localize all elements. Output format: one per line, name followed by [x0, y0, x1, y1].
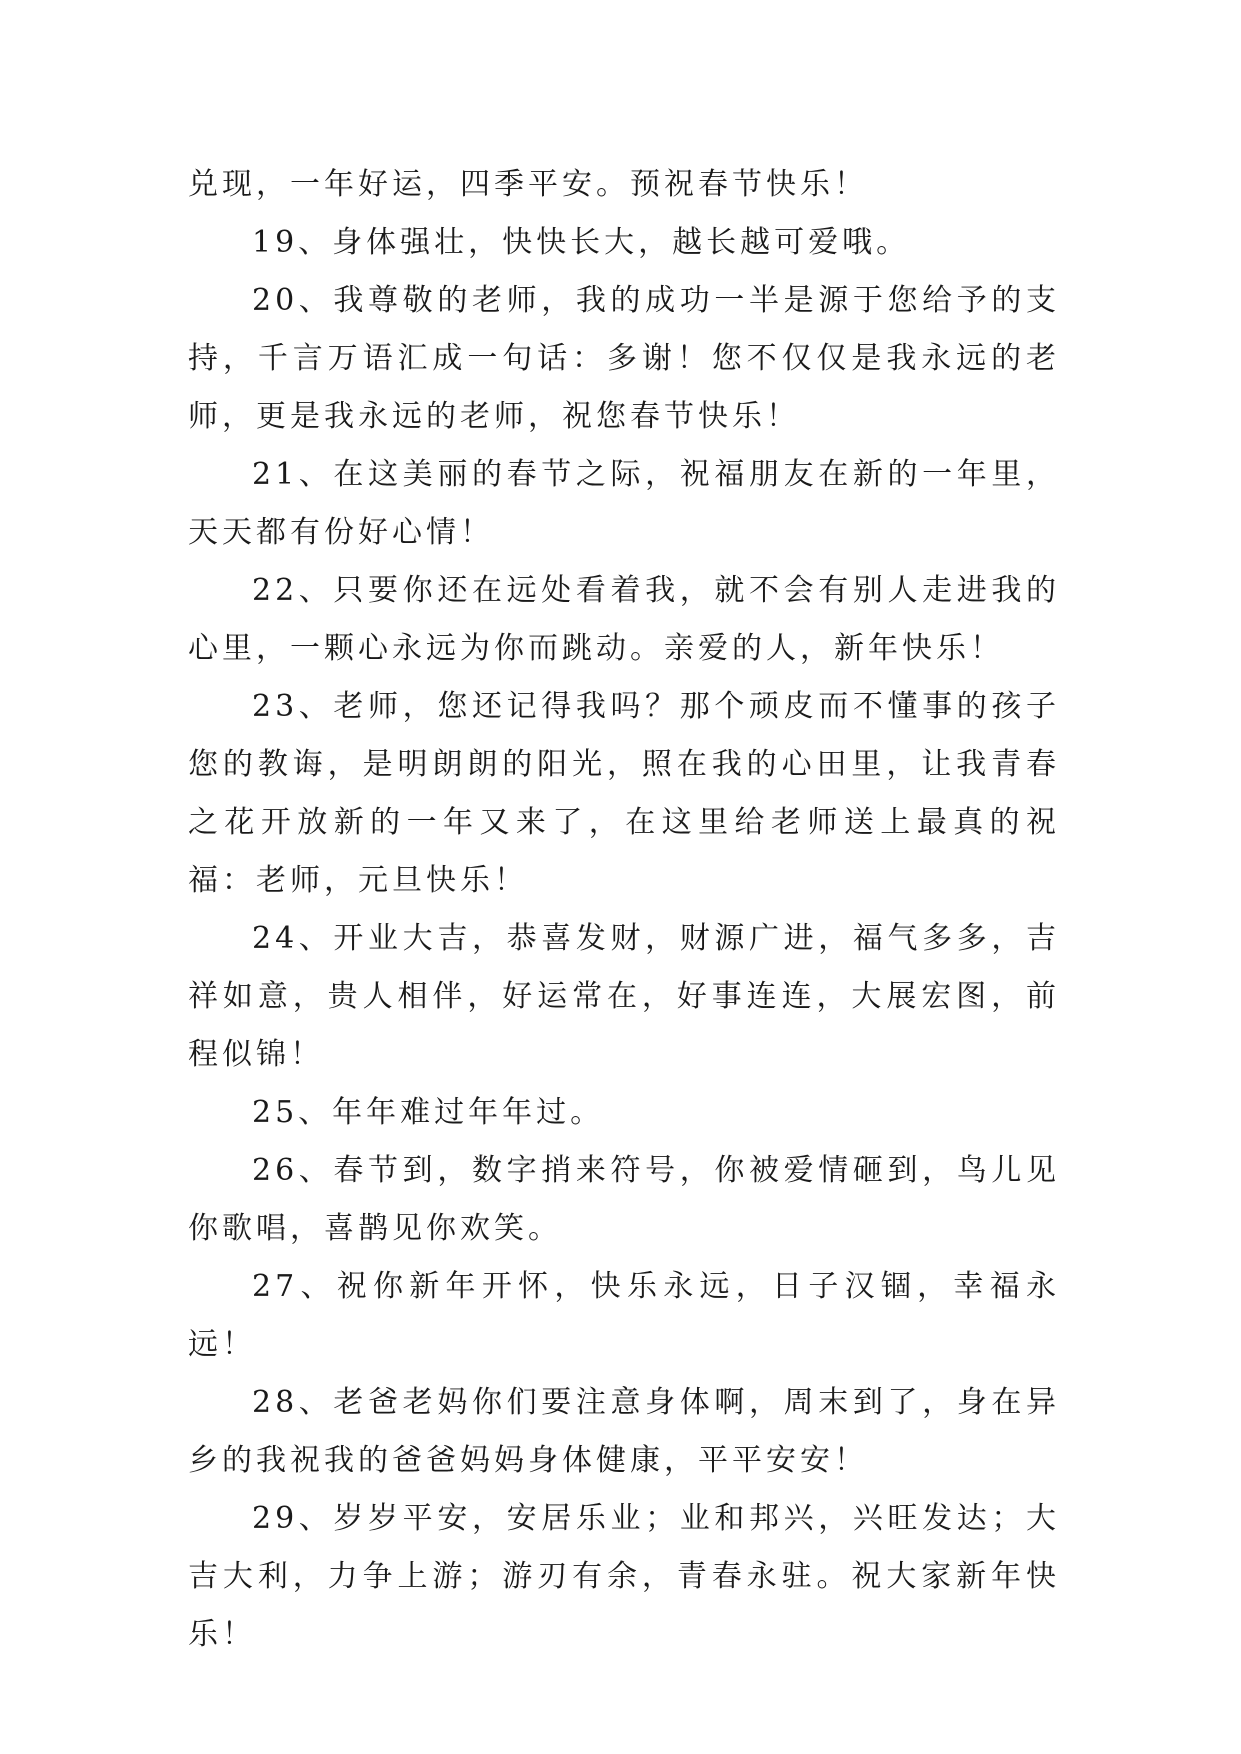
paragraph-24: 24、开业大吉，恭喜发财，财源广进，福气多多，吉祥如意，贵人相伴，好运常在，好事连连，大展宏图，前程似锦！ [188, 921, 1060, 1072]
paragraph-27: 27、祝你新年开怀，快乐永远，日子汉锢，幸福永远！ [188, 1269, 1060, 1362]
paragraph-19: 19、身体强壮，快快长大，越长越可爱哦。 [252, 225, 911, 260]
paragraph-29: 29、岁岁平安，安居乐业；业和邦兴，兴旺发达；大吉大利，力争上游；游刃有余，青春永驻。祝大家新年快乐！ [188, 1501, 1060, 1652]
paragraph-25: 25、年年难过年年过。 [252, 1095, 605, 1130]
paragraph-23: 23、老师，您还记得我吗？那个顽皮而不懂事的孩子您的教诲，是明朗朗的阳光，照在我的心田里，让我青春之花开放新的一年又来了，在这里给老师送上最真的祝福：老师，元旦快乐！ [188, 689, 1060, 898]
paragraph-21: 21、在这美丽的春节之际，祝福朋友在新的一年里，天天都有份好心情！ [188, 457, 1060, 550]
paragraph-20: 20、我尊敬的老师，我的成功一半是源于您给予的支持，千言万语汇成一句话：多谢！您不仅仅是我永远的老师，更是我永远的老师，祝您春节快乐！ [188, 283, 1060, 434]
document-page [188, 156, 1060, 1664]
paragraph-continuation: 兑现，一年好运，四季平安。预祝春节快乐！ [188, 167, 868, 202]
paragraph-26: 26、春节到，数字捎来符号，你被爱情砸到，鸟儿见你歌唱，喜鹊见你欢笑。 [188, 1153, 1060, 1246]
paragraph-22: 22、只要你还在远处看着我，就不会有别人走进我的心里，一颗心永远为你而跳动。亲爱的人，新年快乐！ [188, 573, 1060, 666]
paragraph-28: 28、老爸老妈你们要注意身体啊，周末到了，身在异乡的我祝我的爸爸妈妈身体健康，平平安安！ [188, 1385, 1060, 1478]
